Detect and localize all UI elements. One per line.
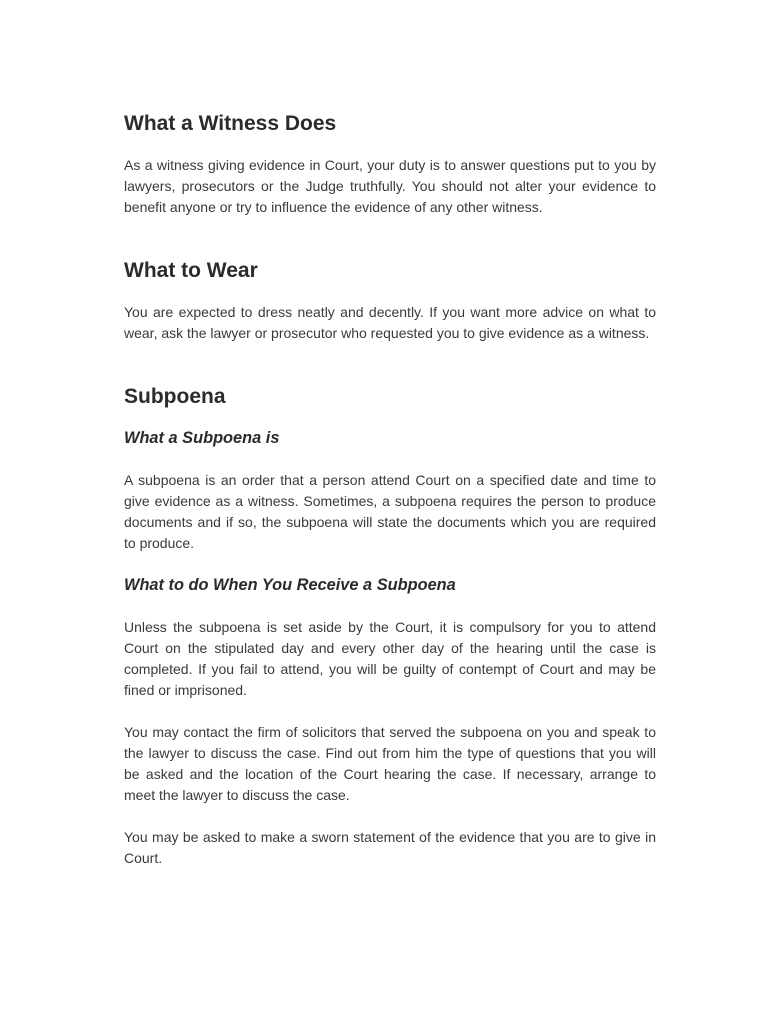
spacer xyxy=(124,134,656,155)
paragraph-contact-solicitors: You may contact the firm of solicitors that served the subpoena on you and speak to the lawyer to discuss the case. Find out from him the type of questions that you will be asked and the location of the Court hearing the case. If necessary, arrange to meet the lawyer to discuss the case. xyxy=(124,724,656,803)
document-page xyxy=(124,113,656,869)
paragraph-sworn-statement: You may be asked to make a sworn statement of the evidence that you are to give in Court. xyxy=(124,829,656,866)
subheading-receive-subpoena: What to do When You Receive a Subpoena xyxy=(124,576,456,594)
spacer xyxy=(124,281,656,302)
subheading-what-subpoena-is: What a Subpoena is xyxy=(124,429,280,447)
paragraph-attendance: Unless the subpoena is set aside by the Court, it is compulsory for you to attend Court on the stipulated day and every other day of the hearing until the case is completed. If you fail to attend, you will be guilty of contempt of Court and may be fined or imprisoned. xyxy=(124,619,656,698)
paragraph-witness: As a witness giving evidence in Court, your duty is to answer questions put to you by lawyers, prosecutors or the Judge truthfully. You should not alter your evidence to benefit anyone or try to influence the evidence of any other witness. xyxy=(124,157,656,215)
spacer xyxy=(124,218,656,260)
paragraph-wear: You are expected to dress neatly and decently. If you want more advice on what to wear, ask the lawyer or prosecutor who requested you to give evidence as a witness. xyxy=(124,304,656,341)
paragraph-subpoena-definition: A subpoena is an order that a person attend Court on a specified date and time to give evidence as a witness. Sometimes, a subpoena requires the person to produce documents and if so, the subpoena will state the documents which you are required to produce. xyxy=(124,472,656,551)
heading-subpoena: Subpoena xyxy=(124,385,226,408)
heading-witness: What a Witness Does xyxy=(124,112,337,135)
spacer xyxy=(124,806,656,827)
spacer xyxy=(124,554,656,575)
spacer xyxy=(124,407,656,428)
spacer xyxy=(124,596,656,617)
spacer xyxy=(124,344,656,386)
heading-wear: What to Wear xyxy=(124,259,258,282)
spacer xyxy=(124,449,656,470)
spacer xyxy=(124,701,656,722)
